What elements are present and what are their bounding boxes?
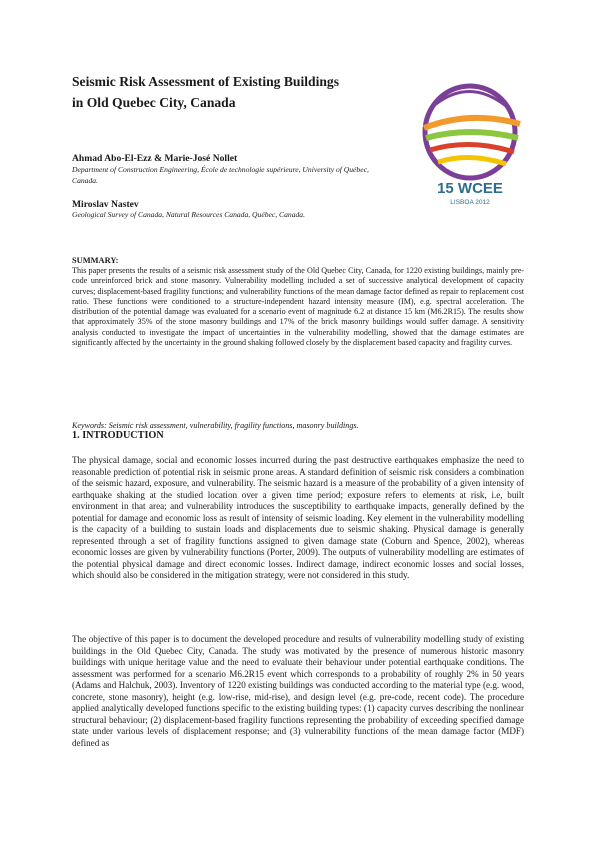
authors-line-2: Miroslav Nastev [72,199,139,210]
affiliation-2: Geological Survey of Canada, Natural Resources Canada, Québec, Canada. [72,210,305,219]
conference-logo [414,72,526,212]
title-line-2: in Old Quebec City, Canada [72,95,236,110]
wcee-logo-graphic [414,72,526,212]
affiliation-1: Department of Construction Engineering, École de technologie supérieure, University of Québec, Canada. [72,165,369,185]
authors-line-1: Ahmad Abo-El-Ezz & Marie-José Nollet [72,153,238,164]
intro-paragraph-1: The physical damage, social and economic losses incurred during the past destructive earthquakes emphasize the need to reasonable prediction of potential risk in seismic prone areas. A standard definition of seismic risk considers a combination of the seismic hazard, exposure, and vulnerability. The seismic hazard is a measure of the probability of a given intensity of earthquake shaking at the studied location over a given time period; exposure refers to elements at risk, i.e, built environment in that area; and vulnerability introduces the susceptibility to earthquake impacts, generally defined by the potential for damage and economic loss as result of intensity of seismic loading. Key element in the vulnerability modelling is the capacity of a building to sustain loads and displacements due to seismic shaking. Physical damage is generally represented through a set of fragility functions assigned to given damage state (Coburn and Spence, 2002), whereas economic losses are given by vulnerability functions (Porter, 2009). The outputs of vulnerability modelling are estimates of the potential physical damage and direct economic losses. Indirect damage, indirect economic losses and social losses, which should also be considered in the mitigation strategy, were not considered in this study. [72,455,524,580]
logo-subtext: LISBOA 2012 [450,199,490,206]
title-line-1: Seismic Risk Assessment of Existing Buildings [72,74,340,89]
summary-text: This paper presents the results of a seismic risk assessment study of the Old Quebec City, Canada, for 1220 existing buildings, mainly pre-code unreinforced brick and stone masonry. Vulnerability modelling included a set of successive analytical development of capacity curves; displacement-based fragility functions; and vulnerability functions of the mean damage factor defined as repair to replacement cost ratio. These functions were conditioned to a structure-independent hazard intensity measure (IM), e.g. spectral acceleration. The distribution of the potential damage was evaluated for a scenario event of magnitude 6.2 at distance 15 km (M6.2R15). The results show that approximately 35% of the stone masonry buildings and 17% of the brick masonry buildings would suffer damage. A sensitivity analysis conducted to investigate the impact of uncertainties in the vulnerability modelling, showed that the damage estimates are significantly affected by the uncertainty in the ground shaking followed closely by the displacement based capacity and fragility curves. [72,266,524,348]
logo-green-band [426,132,518,138]
section-heading-introduction: 1. INTRODUCTION [72,430,164,441]
logo-yellow-band [438,157,506,164]
logo-red-band [430,144,514,152]
summary-heading: SUMMARY: [72,256,119,265]
logo-orange-band [424,118,520,128]
paper-title [72,71,392,113]
intro-paragraph-2: The objective of this paper is to document the developed procedure and results of vulnerability modelling study of existing buildings in the Old Quebec City, Canada. The study was motivated by the presence of numerous historic masonry buildings with unique heritage value and the need to evaluate their behaviour under potential earthquake conditions. The assessment was performed for a scenario M6.2R15 event which corresponds to a probability of roughly 2% in 50 years (Adams and Halchuk, 2003). Inventory of 1220 existing buildings was conducted according to the material type (e.g. wood, concrete, stone masonry), height (e.g. low-rise, mid-rise), and design level (e.g. pre-code, recent code). The procedure applied analytically developed functions specific to the existing building types: (1) capacity curves describing the nonlinear structural behaviour; (2) displacement-based fragility functions representing the probability of exceeding specified damage state under various levels of displacement response; and (3) vulnerability functions of the mean damage factor (MDF) defined as [72,634,524,748]
logo-text: 15 WCEE [437,180,503,197]
keywords: Keywords: Seismic risk assessment, vulnerability, fragility functions, masonry buildings. [72,421,359,430]
